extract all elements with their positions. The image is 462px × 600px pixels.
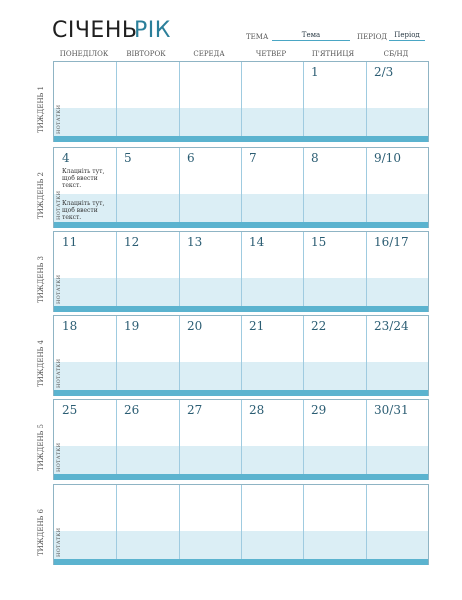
- day-headers: [53, 50, 429, 60]
- column-divider: [179, 400, 180, 474]
- column-divider: [241, 400, 242, 474]
- day-number[interactable]: 15: [311, 235, 327, 249]
- column-divider: [366, 400, 367, 474]
- period-label: ПЕРІОД: [357, 33, 388, 41]
- column-divider: [366, 316, 367, 390]
- column-divider: [303, 148, 304, 222]
- notes-label: НОТАТКИ: [56, 358, 62, 388]
- day-number[interactable]: 22: [311, 319, 327, 333]
- column-divider: [241, 62, 242, 136]
- day-number[interactable]: 19: [124, 319, 140, 333]
- day-number[interactable]: 5: [124, 151, 132, 165]
- day-number[interactable]: 8: [311, 151, 319, 165]
- notes-label: НОТАТКИ: [56, 527, 62, 557]
- day-number[interactable]: 16/17: [374, 235, 409, 249]
- day-number[interactable]: 9/10: [374, 151, 401, 165]
- calendar-year-title[interactable]: РІК: [134, 18, 171, 43]
- day-number[interactable]: 27: [187, 403, 203, 417]
- day-number[interactable]: 29: [311, 403, 327, 417]
- notes-label: НОТАТКИ: [56, 442, 62, 472]
- week-divider-bar: [54, 559, 428, 565]
- week-label: ТИЖДЕНЬ 6: [37, 509, 45, 556]
- notes-label: НОТАТКИ: [56, 104, 62, 134]
- column-divider: [241, 485, 242, 559]
- week-row: [53, 399, 429, 480]
- week-divider-bar: [54, 390, 428, 396]
- week-row: [53, 61, 429, 142]
- column-divider: [116, 148, 117, 222]
- column-divider: [116, 232, 117, 306]
- day-number[interactable]: 1: [311, 65, 319, 79]
- column-divider: [179, 148, 180, 222]
- day-number[interactable]: 28: [249, 403, 265, 417]
- column-divider: [241, 148, 242, 222]
- day-number[interactable]: 23/24: [374, 319, 409, 333]
- column-divider: [366, 485, 367, 559]
- week-divider-bar: [54, 474, 428, 480]
- week-label: ТИЖДЕНЬ 3: [37, 256, 45, 303]
- column-divider: [116, 316, 117, 390]
- column-divider: [116, 485, 117, 559]
- day-header: ПОНЕДІЛОК: [59, 50, 109, 58]
- calendar-month-title: СІЧЕНЬ: [52, 18, 138, 43]
- week-divider-bar: [54, 222, 428, 228]
- week-divider-bar: [54, 306, 428, 312]
- day-header: СБ/НД: [383, 50, 409, 58]
- day-number[interactable]: 14: [249, 235, 265, 249]
- day-header: ВІВТОРОК: [126, 50, 166, 58]
- notes-label: НОТАТКИ: [56, 190, 62, 220]
- column-divider: [241, 316, 242, 390]
- day-number[interactable]: 6: [187, 151, 195, 165]
- week-label: ТИЖДЕНЬ 2: [37, 172, 45, 219]
- day-header: СЕРЕДА: [193, 50, 225, 58]
- week-divider-bar: [54, 136, 428, 142]
- day-number[interactable]: 12: [124, 235, 140, 249]
- week-row: [53, 231, 429, 312]
- theme-field[interactable]: Тема: [272, 30, 350, 41]
- week-label: ТИЖДЕНЬ 1: [37, 86, 45, 133]
- column-divider: [179, 62, 180, 136]
- day-number[interactable]: 4: [62, 151, 70, 165]
- day-number[interactable]: 26: [124, 403, 140, 417]
- column-divider: [116, 400, 117, 474]
- column-divider: [366, 62, 367, 136]
- notes-label: НОТАТКИ: [56, 274, 62, 304]
- theme-label: ТЕМА: [246, 33, 269, 41]
- column-divider: [303, 232, 304, 306]
- column-divider: [179, 232, 180, 306]
- cell-placeholder-text[interactable]: Клацніть тут, щоб ввести текст.: [62, 168, 105, 189]
- column-divider: [303, 400, 304, 474]
- column-divider: [116, 62, 117, 136]
- column-divider: [366, 148, 367, 222]
- day-number[interactable]: 21: [249, 319, 265, 333]
- day-number[interactable]: 18: [62, 319, 78, 333]
- day-number[interactable]: 2/3: [374, 65, 394, 79]
- column-divider: [241, 232, 242, 306]
- column-divider: [179, 316, 180, 390]
- column-divider: [179, 485, 180, 559]
- day-number[interactable]: 30/31: [374, 403, 409, 417]
- week-row: [53, 147, 429, 228]
- day-header: ЧЕТВЕР: [255, 50, 287, 58]
- week-row: [53, 484, 429, 565]
- column-divider: [303, 485, 304, 559]
- day-number[interactable]: 7: [249, 151, 257, 165]
- day-number[interactable]: 20: [187, 319, 203, 333]
- column-divider: [303, 62, 304, 136]
- week-row: [53, 315, 429, 396]
- column-divider: [366, 232, 367, 306]
- column-divider: [303, 316, 304, 390]
- day-header: П'ЯТНИЦЯ: [311, 50, 355, 58]
- period-field[interactable]: Період: [389, 30, 425, 41]
- notes-placeholder-text[interactable]: Клацніть тут, щоб ввести текст.: [62, 200, 105, 221]
- day-number[interactable]: 25: [62, 403, 78, 417]
- day-number[interactable]: 13: [187, 235, 203, 249]
- day-number[interactable]: 11: [62, 235, 78, 249]
- week-label: ТИЖДЕНЬ 4: [37, 340, 45, 387]
- week-label: ТИЖДЕНЬ 5: [37, 424, 45, 471]
